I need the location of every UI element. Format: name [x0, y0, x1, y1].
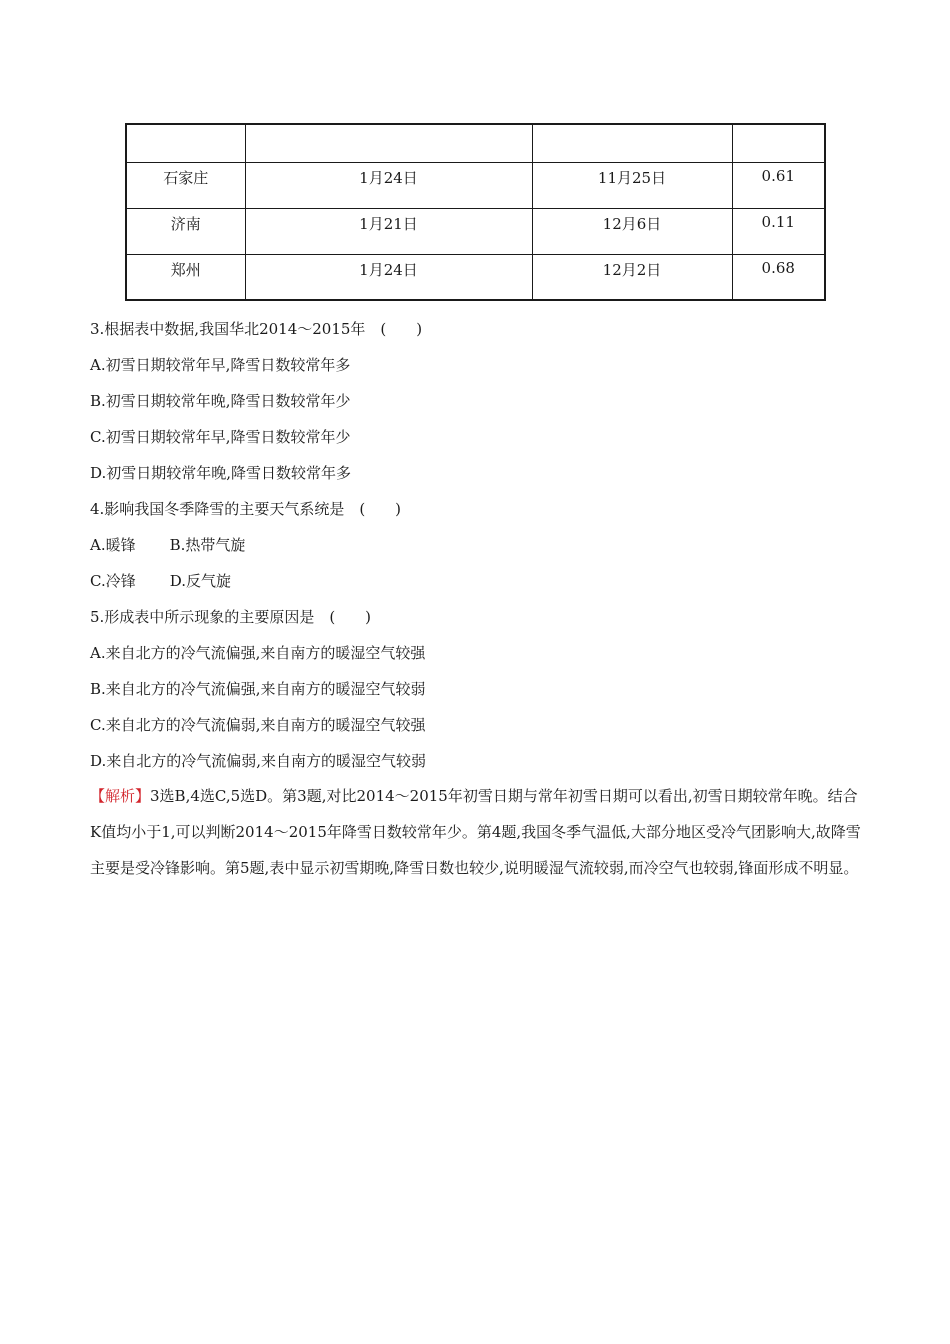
table-cell: 1月21日	[245, 208, 532, 254]
table-cell: 0.11	[732, 208, 825, 254]
question-3-option-d: D.初雪日期较常年晚,降雪日数较常年多	[90, 464, 352, 482]
table-header-row	[126, 124, 825, 162]
table-cell: 1月24日	[245, 162, 532, 208]
table-row	[126, 162, 825, 208]
question-5-option-c: C.来自北方的冷气流偏弱,来自南方的暖湿空气较强	[90, 716, 426, 734]
question-4-stem: 4.影响我国冬季降雪的主要天气系统是 ( )	[90, 500, 402, 518]
table-cell	[732, 124, 825, 162]
analysis-paragraph	[90, 778, 865, 886]
table-cell	[245, 124, 532, 162]
question-3-option-c: C.初雪日期较常年早,降雪日数较常年少	[90, 428, 351, 446]
question-4-option-c: C.冷锋	[90, 572, 136, 590]
question-4-options-row-2	[90, 570, 231, 591]
question-5-option-d: D.来自北方的冷气流偏弱,来自南方的暖湿空气较弱	[90, 752, 427, 770]
table-cell: 0.68	[732, 254, 825, 300]
table-row	[126, 254, 825, 300]
question-3-option-a: A.初雪日期较常年早,降雪日数较常年多	[90, 356, 351, 374]
city-cell: 石家庄	[126, 162, 245, 208]
table-cell	[126, 124, 245, 162]
question-3-option-b: B.初雪日期较常年晚,降雪日数较常年少	[90, 392, 351, 410]
analysis-tag: 【解析】	[90, 787, 151, 805]
table-cell: 0.61	[732, 162, 825, 208]
question-4-option-b: B.热带气旋	[169, 536, 246, 554]
table-row	[126, 208, 825, 254]
question-5-option-b: B.来自北方的冷气流偏强,来自南方的暖湿空气较弱	[90, 680, 426, 698]
table-cell: 12月2日	[532, 254, 732, 300]
table-cell: 12月6日	[532, 208, 732, 254]
question-4-options-row-1	[90, 534, 245, 555]
question-5-stem: 5.形成表中所示现象的主要原因是 ( )	[90, 608, 372, 626]
city-cell: 郑州	[126, 254, 245, 300]
question-4-option-d: D.反气旋	[169, 572, 231, 590]
city-cell: 济南	[126, 208, 245, 254]
question-4-option-a: A.暖锋	[90, 536, 136, 554]
analysis-text: 3选B,4选C,5选D。第3题,对比2014～2015年初雪日期与常年初雪日期可以看出,初雪日期较常年晚。结合K值均小于1,可以判断2014～2015年降雪日数较常年少。第4题,我国冬季气温低,大部分地区受冷气团影响大,故降雪主要是受冷锋影响。第5题,表中显示初雪期晚,降雪日数也较少,说明暖湿气流较弱,而冷空气也较弱,锋面形成不明显。	[90, 787, 861, 877]
question-5-option-a: A.来自北方的冷气流偏强,来自南方的暖湿空气较强	[90, 644, 426, 662]
snow-data-table	[125, 123, 826, 301]
question-3-stem: 3.根据表中数据,我国华北2014～2015年 ( )	[90, 320, 423, 338]
table-cell: 1月24日	[245, 254, 532, 300]
table-cell: 11月25日	[532, 162, 732, 208]
table-cell	[532, 124, 732, 162]
